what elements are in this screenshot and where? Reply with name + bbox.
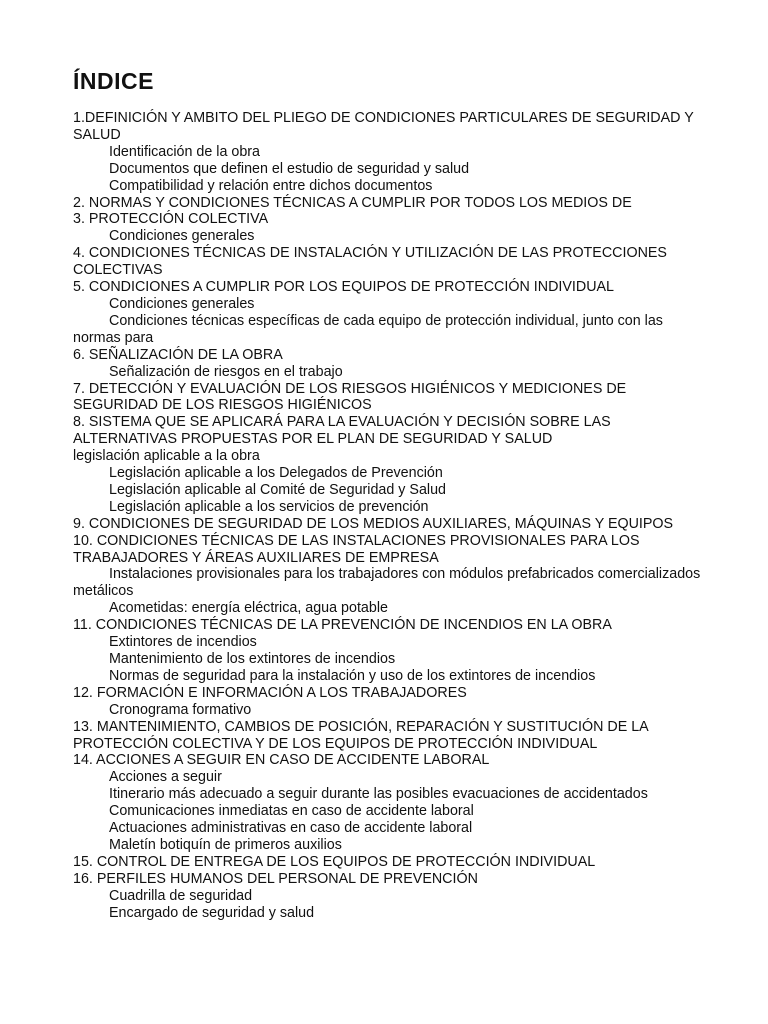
toc-subitem: Cuadrilla de seguridad xyxy=(109,887,253,904)
toc-section-5: 5. CONDICIONES A CUMPLIR POR LOS EQUIPOS DE PROTECCIÓN INDIVIDUAL xyxy=(73,279,615,296)
toc-section-8: 8. SISTEMA QUE SE APLICARÁ PARA LA EVALUACIÓN Y DECISIÓN SOBRE LAS ALTERNATIVAS PROPUESTAS POR EL PLAN DE SEGURIDAD Y SALUD xyxy=(73,414,611,448)
toc-section-16: 16. PERFILES HUMANOS DEL PERSONAL DE PREVENCIÓN xyxy=(73,870,478,887)
toc-subitem: Condiciones técnicas específicas de cada equipo de protección individual, junto con las normas para xyxy=(73,312,663,346)
toc-section-4: 4. CONDICIONES TÉCNICAS DE INSTALACIÓN Y UTILIZACIÓN DE LAS PROTECCIONES COLECTIVAS xyxy=(73,245,667,279)
toc-subitem: Legislación aplicable a los Delegados de Prevención xyxy=(109,465,443,482)
toc-subitem: Acciones a seguir xyxy=(109,769,222,786)
toc-subitem: Actuaciones administrativas en caso de accidente laboral xyxy=(109,820,473,837)
table-of-contents xyxy=(73,110,713,922)
toc-section-6: 6. SEÑALIZACIÓN DE LA OBRA xyxy=(73,346,283,363)
toc-section-2: 2. NORMAS Y CONDICIONES TÉCNICAS A CUMPLIR POR TODOS LOS MEDIOS DE xyxy=(73,194,632,211)
toc-subitem: Legislación aplicable al Comité de Seguridad y Salud xyxy=(109,481,446,498)
toc-subitem: Condiciones generales xyxy=(109,228,255,245)
toc-subitem: Comunicaciones inmediatas en caso de accidente laboral xyxy=(109,803,474,820)
page-title: ÍNDICE xyxy=(73,68,154,94)
toc-section-13: 13. MANTENIMIENTO, CAMBIOS DE POSICIÓN, REPARACIÓN Y SUSTITUCIÓN DE LA PROTECCIÓN COLECTIVA Y DE LOS EQUIPOS DE PROTECCIÓN INDIVIDUAL xyxy=(73,718,648,752)
toc-section-14: 14. ACCIONES A SEGUIR EN CASO DE ACCIDENTE LABORAL xyxy=(73,752,490,769)
toc-section-10: 10. CONDICIONES TÉCNICAS DE LAS INSTALACIONES PROVISIONALES PARA LOS TRABAJADORES Y ÁREAS AUXILIARES DE EMPRESA xyxy=(73,532,640,566)
toc-subitem: Itinerario más adecuado a seguir durante las posibles evacuaciones de accidentados xyxy=(109,786,648,803)
toc-subitem: Condiciones generales xyxy=(109,295,255,312)
toc-section-7: 7. DETECCIÓN Y EVALUACIÓN DE LOS RIESGOS HIGIÉNICOS Y MEDICIONES DE SEGURIDAD DE LOS RIESGOS HIGIÉNICOS xyxy=(73,380,627,414)
toc-section-12: 12. FORMACIÓN E INFORMACIÓN A LOS TRABAJADORES xyxy=(73,684,467,701)
toc-section-3: 3. PROTECCIÓN COLECTIVA xyxy=(73,211,269,228)
toc-subitem: Documentos que definen el estudio de seguridad y salud xyxy=(109,160,470,177)
toc-subitem: Mantenimiento de los extintores de incendios xyxy=(109,651,396,667)
toc-subitem: Identificación de la obra xyxy=(109,143,261,160)
toc-subitem: Extintores de incendios xyxy=(109,634,257,651)
document-page xyxy=(73,66,713,922)
toc-subitem: Acometidas: energía eléctrica, agua potable xyxy=(109,600,388,617)
toc-section-11: 11. CONDICIONES TÉCNICAS DE LA PREVENCIÓN DE INCENDIOS EN LA OBRA xyxy=(73,617,612,634)
toc-section-1: 1.DEFINICIÓN Y AMBITO DEL PLIEGO DE CONDICIONES PARTICULARES DE SEGURIDAD Y SALUD xyxy=(73,110,694,143)
toc-subitem: Normas de seguridad para la instalación y uso de los extintores de incendios xyxy=(109,667,596,684)
toc-line: legislación aplicable a la obra xyxy=(73,448,260,465)
toc-subitem: Compatibilidad y relación entre dichos documentos xyxy=(109,177,433,194)
toc-subitem: Cronograma formativo xyxy=(109,701,252,718)
toc-section-15: 15. CONTROL DE ENTREGA DE LOS EQUIPOS DE PROTECCIÓN INDIVIDUAL xyxy=(73,853,596,870)
toc-subitem: Maletín botiquín de primeros auxilios xyxy=(109,836,342,853)
toc-subitem: Señalización de riesgos en el trabajo xyxy=(109,363,343,380)
toc-subitem: Legislación aplicable a los servicios de prevención xyxy=(109,498,429,515)
toc-section-9: 9. CONDICIONES DE SEGURIDAD DE LOS MEDIOS AUXILIARES, MÁQUINAS Y EQUIPOS xyxy=(73,515,674,532)
toc-subitem: Instalaciones provisionales para los trabajadores con módulos prefabricados comercializados metálicos xyxy=(73,566,701,600)
toc-subitem: Encargado de seguridad y salud xyxy=(109,904,315,921)
